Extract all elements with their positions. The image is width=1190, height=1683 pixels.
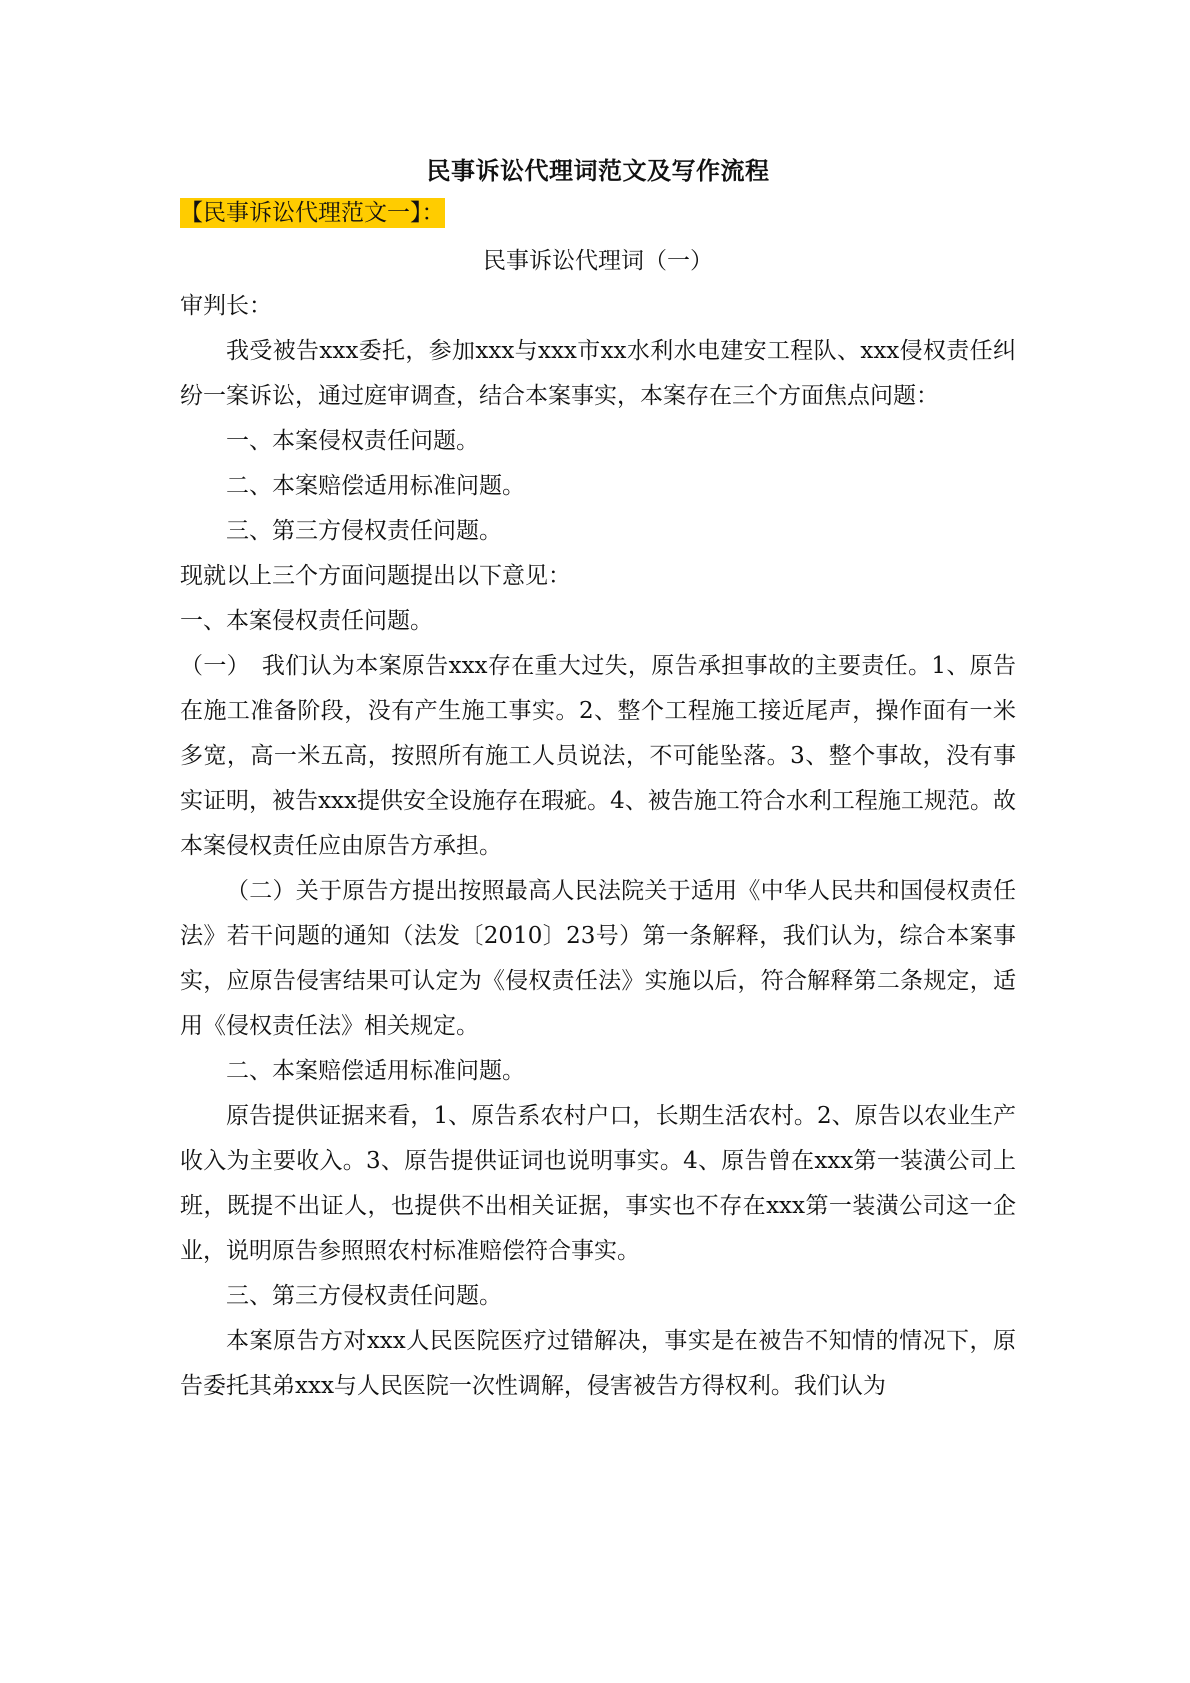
- intro-paragraph: 我受被告xxx委托，参加xxx与xxx市xx水利水电建安工程队、xxx侵权责任纠纷一案诉讼，通过庭审调查，结合本案事实，本案存在三个方面焦点问题：: [180, 338, 1016, 409]
- document-body: [180, 150, 1016, 1409]
- document-subtitle: 民事诉讼代理词（一）: [483, 248, 713, 274]
- paragraph-evidence: 原告提供证据来看，1、原告系农村户口，长期生活农村。2、原告以农业生产收入为主要收入。3、原告提供证词也说明事实。4、原告曾在xxx第一装潢公司上班，既提不出证人，也提供不出相关证据，事实也不存在xxx第一装潢公司这一企业，说明原告参照照农村标准赔偿符合事实。: [180, 1103, 1016, 1264]
- issue-item-3: 三、第三方侵权责任问题。: [226, 518, 502, 544]
- salutation: 审判长：: [180, 293, 272, 319]
- section-heading-1: 一、本案侵权责任问题。: [180, 608, 433, 634]
- paragraph-point-2: （二）关于原告方提出按照最高人民法院关于适用《中华人民共和国侵权责任法》若干问题的通知（法发〔2010〕23号）第一条解释，我们认为，综合本案事实，应原告侵害结果可认定为《侵权责任法》实施以后，符合解释第二条规定，适用《侵权责任法》相关规定。: [180, 878, 1016, 1039]
- section-label: 【民事诉讼代理范文一】：: [180, 200, 445, 226]
- document-title: 民事诉讼代理词范文及写作流程: [426, 156, 770, 185]
- issue-item-2: 二、本案赔偿适用标准问题。: [226, 473, 525, 499]
- issue-item-1: 一、本案侵权责任问题。: [226, 428, 479, 454]
- section-heading-3: 三、第三方侵权责任问题。: [226, 1283, 502, 1309]
- paragraph-third-party: 本案原告方对xxx人民医院医疗过错解决，事实是在被告不知情的情况下，原告委托其弟xxx与人民医院一次性调解，侵害被告方得权利。我们认为: [180, 1328, 1016, 1399]
- section-heading-2: 二、本案赔偿适用标准问题。: [226, 1058, 525, 1084]
- opinion-intro: 现就以上三个方面问题提出以下意见：: [180, 563, 571, 589]
- paragraph-point-1: （一） 我们认为本案原告xxx存在重大过失，原告承担事故的主要责任。1、原告在施工准备阶段，没有产生施工事实。2、整个工程施工接近尾声，操作面有一米多宽，高一米五高，按照所有施工人员说法，不可能坠落。3、整个事故，没有事实证明，被告xxx提供安全设施存在瑕疵。4、被告施工符合水利工程施工规范。故本案侵权责任应由原告方承担。: [180, 653, 1016, 859]
- section-label-row: [180, 192, 1016, 234]
